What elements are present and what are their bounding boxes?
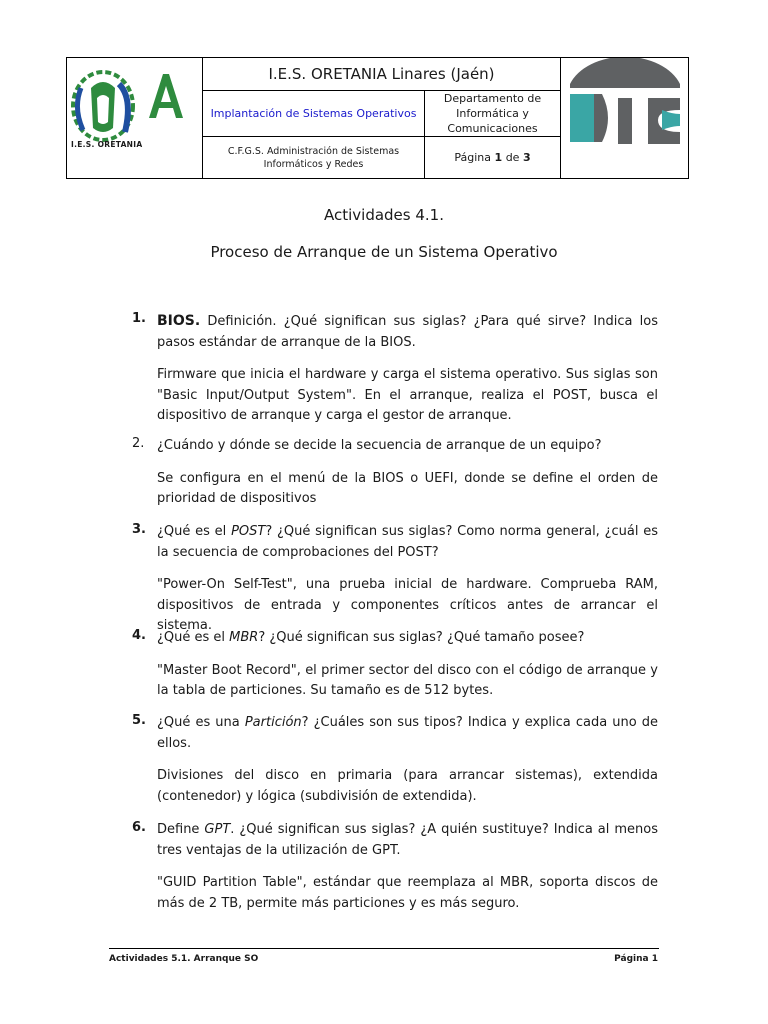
question-number: 4. [132,628,146,643]
question-item-5 [110,713,658,807]
activity-title: Actividades 4.1. [323,206,444,224]
answer-text: "Power-On Self-Test", una prueba inicial de hardware. Comprueba RAM, dispositivos de entrada y componentes críticos antes de arrancar el sistema. [157,577,658,633]
page-current: 1 [494,151,503,164]
question-part: ? ¿Cuáles son sus tipos? Indica y explica cada uno de ellos. [157,715,659,751]
footer-title: Actividades 5.1. Arranque SO [109,954,259,964]
question-part: ? ¿Qué significan sus siglas? Como norma general, ¿cuál es la secuencia de comprobaciones del POST? [157,524,658,560]
answer-text: Se configura en el menú de la BIOS o UEFI, donde se define el orden de prioridad de dispositivos [157,470,658,506]
footer-page: Página 1 [614,954,658,964]
question-number: 1. [132,311,146,326]
question-text [157,628,658,649]
page-indicator [425,137,561,179]
question-number: 3. [132,522,146,537]
question-item-1 [110,311,658,427]
department-logo [561,58,689,179]
activity-subtitle: Proceso de Arranque de un Sistema Operativo [210,243,558,261]
question-text [157,713,658,754]
course-name: Implantación de Sistemas Operativos [203,91,425,137]
question-term: MBR [229,630,259,645]
question-term: POST [231,524,266,539]
question-part: ¿Qué es el [157,524,232,539]
department-name: Departamento de Informática y Comunicaciones [425,91,561,137]
answer-text: Divisiones del disco en primaria (para arrancar sistemas), extendida (contenedor) y lógica (subdivisión de extendida). [157,768,658,804]
question-part: ¿Qué es una [157,715,245,730]
question-item-6 [110,820,658,914]
question-part: ¿Qué es el [157,630,230,645]
question-part: . ¿Qué significan sus siglas? ¿A quién sustituye? Indica al menos tres ventajas de la utilización de GPT. [157,822,658,858]
footer-divider [109,948,659,949]
page-total: 3 [522,151,531,164]
question-item-4 [110,628,658,702]
dic-logo-icon [562,58,688,174]
oretania-logo-icon [67,58,203,174]
question-item-3 [110,522,658,637]
question-item-2 [110,436,658,510]
question-term: Partición [244,715,302,730]
question-body: Definición. ¿Qué significan sus siglas? ¿Para qué sirve? Indica los pasos estándar de arranque de la BIOS. [157,314,658,350]
answer-text: "GUID Partition Table", estándar que reemplaza al MBR, soporta discos de más de 2 TB, permite más particiones y es más seguro. [157,875,658,911]
page-of: de [505,151,520,164]
question-part: ? ¿Qué significan sus siglas? ¿Qué tamaño posee? [258,630,585,645]
question-term: GPT [204,822,231,837]
question-number: 6. [132,820,146,835]
question-lead: BIOS. [157,313,201,329]
school-logo [67,58,203,179]
answer-text: Firmware que inicia el hardware y carga el sistema operativo. Sus siglas son "Basic Input/Output System". En el arranque, realiza el POST, busca el dispositivo de arranque y carga el gestor de arranque. [157,367,658,423]
question-text: ¿Cuándo y dónde se decide la secuencia de arranque de un equipo? [157,438,602,453]
question-text [157,311,658,353]
school-name: I.E.S. ORETANIA Linares (Jaén) [203,58,561,91]
school-logo-caption: I.E.S. ORETANIA [71,140,143,149]
question-text [157,522,658,563]
question-part: Define [157,822,205,837]
question-number: 5. [132,713,146,728]
question-number: 2. [132,436,145,451]
page-prefix: Página [454,151,492,164]
answer-text: "Master Boot Record", el primer sector del disco con el código de arranque y la tabla de particiones. Su tamaño es de 512 bytes. [157,662,658,698]
question-text [157,820,658,861]
document-header [66,57,689,179]
cycle-name: C.F.G.S. Administración de Sistemas Informáticos y Redes [203,137,425,179]
